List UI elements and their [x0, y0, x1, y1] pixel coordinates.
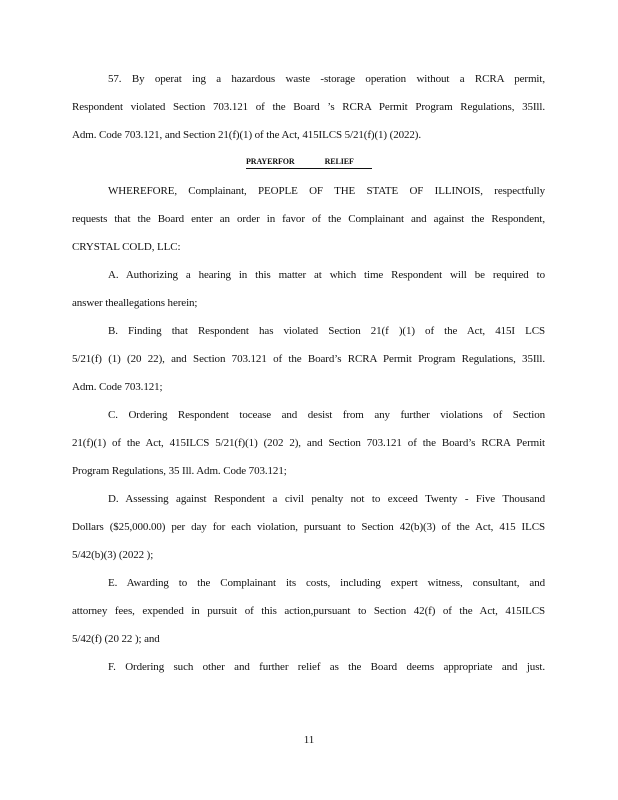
- item-a-line-1: A. Authorizing a hearing in this matter at which time Respondent will be required to: [108, 269, 545, 281]
- item-c-line-3: Program Regulations, 35 Ill. Adm. Code 703.121;: [72, 465, 287, 477]
- wherefore-line-2: requests that the Board enter an order in favor of the Complainant and against the Respondent,: [72, 213, 545, 225]
- item-b-line-2: 5/21(f) (1) (20 22), and Section 703.121 of the Board’s RCRA Permit Program Regulations, 35Ill.: [72, 353, 545, 365]
- item-e-line-3: 5/42(f) (20 22 ); and: [72, 633, 160, 645]
- page-number: 11: [303, 734, 315, 746]
- item-d-line-1: D. Assessing against Respondent a civil penalty not to exceed Twenty - Five Thousand: [108, 493, 545, 505]
- paragraph-57-line-1: 57. By operat ing a hazardous waste -storage operation without a RCRA permit,: [108, 73, 545, 85]
- item-f-line-1: F. Ordering such other and further relief as the Board deems appropriate and just.: [108, 661, 545, 673]
- item-b-line-3: Adm. Code 703.121;: [72, 381, 163, 393]
- item-e-line-1: E. Awarding to the Complainant its costs, including expert witness, consultant, and: [108, 577, 545, 589]
- wherefore-line-1: WHEREFORE, Complainant, PEOPLE OF THE STATE OF ILLINOIS, respectfully: [108, 185, 545, 197]
- item-d-line-2: Dollars ($25,000.00) per day for each violation, pursuant to Section 42(b)(3) of the Act, 415 ILCS: [72, 521, 545, 533]
- paragraph-57-line-2: Respondent violated Section 703.121 of the Board ’s RCRA Permit Program Regulations, 35Ill.: [72, 101, 545, 113]
- paragraph-57-line-3: Adm. Code 703.121, and Section 21(f)(1) of the Act, 415ILCS 5/21(f)(1) (2022).: [72, 129, 422, 141]
- item-c-line-2: 21(f)(1) of the Act, 415ILCS 5/21(f)(1) (202 2), and Section 703.121 of the Board’s RCRA Permit: [72, 437, 545, 449]
- heading-part-2: RELIEF: [324, 157, 354, 166]
- heading-part-1: PRAYERFOR: [246, 157, 295, 166]
- item-b-line-1: B. Finding that Respondent has violated Section 21(f )(1) of the Act, 415I LCS: [108, 325, 545, 337]
- wherefore-line-3: CRYSTAL COLD, LLC:: [72, 241, 181, 253]
- item-d-line-3: 5/42(b)(3) (2022 );: [72, 549, 154, 561]
- item-a-line-2: answer theallegations herein;: [72, 297, 198, 309]
- item-c-line-1: C. Ordering Respondent tocease and desist from any further violations of Section: [108, 409, 545, 421]
- prayer-for-relief-heading: [246, 156, 372, 169]
- item-e-line-2: attorney fees, expended in pursuit of this action,pursuant to Section 42(f) of the Act, 415ILCS: [72, 605, 545, 617]
